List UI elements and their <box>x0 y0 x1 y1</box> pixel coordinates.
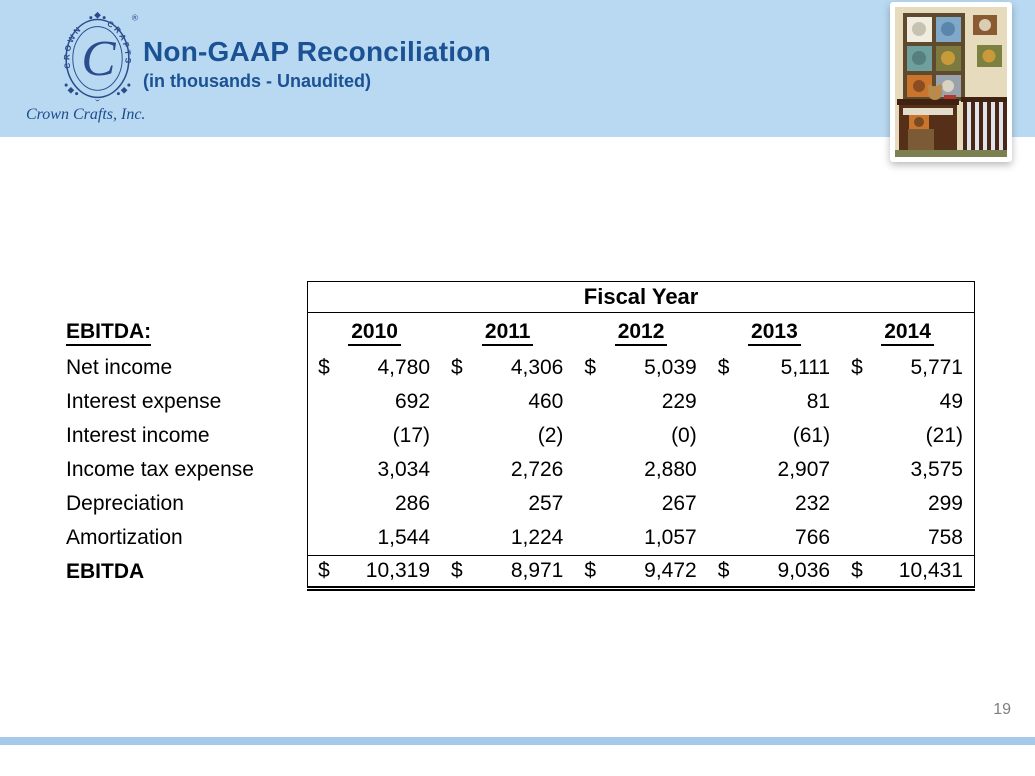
registered-mark: ® <box>131 12 139 23</box>
value-cell: (2) <box>537 424 564 447</box>
currency-symbol: $ <box>584 356 597 379</box>
value-cell: $ 4,306 <box>451 356 564 379</box>
row-label: Amortization <box>66 526 183 550</box>
page-title: Non-GAAP Reconciliation <box>143 36 491 67</box>
crown-crafts-logo-icon <box>50 8 145 108</box>
row-label: Income tax expense <box>66 458 254 481</box>
currency-symbol: $ <box>584 559 597 582</box>
value-cell: 692 <box>308 385 441 419</box>
value-cell: 49 <box>841 385 974 419</box>
value-cell: (0) <box>671 424 697 447</box>
value-cell: 1,057 <box>644 526 697 549</box>
table-row <box>66 385 975 419</box>
value-cell: 232 <box>795 492 831 515</box>
ebitda-reconciliation-table <box>66 281 975 591</box>
currency-symbol: $ <box>851 559 863 582</box>
value-cell: $ 5,039 <box>584 356 697 379</box>
currency-symbol: $ <box>318 559 330 582</box>
value-cell: 2,907 <box>777 458 831 481</box>
value-cell: 257 <box>528 492 564 515</box>
currency-symbol: $ <box>451 559 463 582</box>
table-row <box>66 282 975 313</box>
fiscal-year-header: Fiscal Year <box>308 282 975 313</box>
table-row <box>66 351 975 385</box>
year-header: 2014 <box>841 313 974 352</box>
value-cell: $ 10,431 <box>841 556 974 589</box>
value-cell: (21) <box>841 419 974 453</box>
value-cell: 81 <box>806 390 831 413</box>
currency-symbol: $ <box>717 356 730 379</box>
footer-bar <box>0 737 1035 745</box>
value-cell: 758 <box>841 521 974 556</box>
value-cell: 1,544 <box>308 521 441 556</box>
value-cell: 460 <box>528 390 564 413</box>
year-header: 2010 <box>308 313 441 352</box>
table-row <box>66 521 975 556</box>
table-row-total <box>66 556 975 589</box>
logo-arc-crown-text: CROWN <box>62 23 84 70</box>
value-cell: $ 10,319 <box>308 556 441 589</box>
value-cell: $ 5,771 <box>841 351 974 385</box>
currency-symbol: $ <box>851 356 863 379</box>
value-cell: $ 5,111 <box>717 356 831 379</box>
value-cell: (17) <box>308 419 441 453</box>
row-label: Depreciation <box>66 492 184 515</box>
nursery-photo <box>890 2 1012 162</box>
table-row <box>66 487 975 521</box>
row-label: Interest income <box>66 424 210 447</box>
value-cell: 3,575 <box>841 453 974 487</box>
section-label: EBITDA: <box>66 320 151 346</box>
company-name: Crown Crafts, Inc. <box>26 106 146 123</box>
value-cell: 267 <box>661 492 697 515</box>
value-cell: 229 <box>661 390 697 413</box>
currency-symbol: $ <box>451 356 463 379</box>
value-cell: 2,726 <box>510 458 564 481</box>
row-label: Net income <box>66 356 173 379</box>
header-band <box>0 0 1035 137</box>
page-number: 19 <box>993 701 1011 718</box>
table-row <box>66 419 975 453</box>
logo-monogram: C <box>81 30 116 88</box>
year-header: 2013 <box>708 313 841 352</box>
value-cell: (61) <box>792 424 831 447</box>
value-cell: 766 <box>795 526 831 549</box>
value-cell: $ 9,036 <box>708 556 841 589</box>
value-cell: 299 <box>841 487 974 521</box>
value-cell: 2,880 <box>644 458 697 481</box>
value-cell: 286 <box>308 487 441 521</box>
value-cell: 3,034 <box>308 453 441 487</box>
logo-arc-crafts-text: CRAFTS <box>105 19 133 66</box>
page-subtitle: (in thousands - Unaudited) <box>143 71 371 91</box>
currency-symbol: $ <box>318 356 330 379</box>
table-row <box>66 313 975 352</box>
value-cell: $ 8,971 <box>441 556 574 589</box>
value-cell: $ 4,780 <box>308 351 441 385</box>
value-cell: $ 9,472 <box>574 556 707 589</box>
value-cell: 1,224 <box>510 526 564 549</box>
total-label: EBITDA <box>66 560 145 583</box>
year-header: 2011 <box>441 313 574 352</box>
currency-symbol: $ <box>717 559 730 582</box>
table-row <box>66 453 975 487</box>
row-label: Interest expense <box>66 390 222 413</box>
year-header: 2012 <box>574 313 707 352</box>
